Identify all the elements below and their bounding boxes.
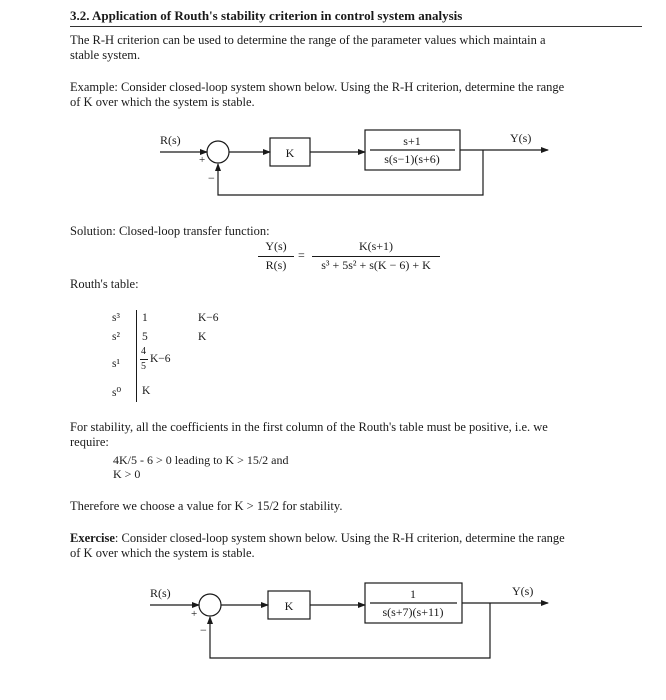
exercise-label: Exercise	[70, 531, 115, 545]
tf-rhs-numerator: K(s+1)	[358, 239, 394, 253]
input-label: R(s)	[160, 133, 181, 147]
example-line-2: of K over which the system is stable.	[70, 95, 255, 109]
section-heading: 3.2. Application of Routh's stability criterion in control system analysis	[70, 8, 463, 23]
plus-sign: +	[199, 154, 206, 166]
tf-lhs-numerator: Y(s)	[265, 239, 287, 253]
ex-plant-numerator: 1	[410, 587, 416, 601]
intro-line-1: The R-H criterion can be used to determine the range of the parameter values which maintain a	[70, 33, 546, 47]
example-line-1: Example: Consider closed-loop system shown below. Using the R-H criterion, determine the range	[70, 80, 565, 94]
routh-power-s2: s²	[112, 331, 120, 343]
solution-label: Solution: Closed-loop transfer function:	[70, 224, 270, 238]
routh-s3-col1: 1	[142, 312, 148, 324]
ex-plus-sign: +	[191, 608, 198, 620]
routh-s2-col1: 5	[142, 331, 148, 343]
output-label: Y(s)	[510, 131, 532, 145]
condition-2: K > 0	[113, 467, 141, 481]
minus-sign: −	[208, 171, 215, 185]
ex-feedback-path	[210, 603, 490, 658]
exercise-line-1-rest: : Consider closed-loop system shown below. Using the R-H criterion, determine the range	[114, 531, 565, 545]
routh-s1-col1-rest: K−6	[150, 353, 171, 365]
routh-label: Routh's table:	[70, 277, 139, 291]
plant-numerator: s+1	[403, 134, 421, 148]
routh-s3-col2: K−6	[198, 312, 219, 324]
routh-s1-fraction-numerator: 4	[141, 346, 146, 357]
stability-line-2: require:	[70, 435, 109, 449]
ex-output-label: Y(s)	[512, 584, 534, 598]
tf-lhs-denominator: R(s)	[265, 258, 287, 272]
ex-summing-junction	[199, 594, 221, 616]
routh-power-s1: s¹	[112, 358, 120, 370]
ex-gain-label: K	[284, 599, 294, 613]
ex-plant-denominator: s(s+7)(s+11)	[382, 605, 444, 619]
routh-s2-col2: K	[198, 331, 207, 343]
ex-minus-sign: −	[200, 623, 207, 637]
ex-input-label: R(s)	[150, 586, 171, 600]
plant-denominator: s(s−1)(s+6)	[384, 152, 440, 166]
stability-line-1: For stability, all the coefficients in the first column of the Routh's table must be positive, i.e. we	[70, 420, 548, 434]
routh-power-s3: s³	[112, 312, 120, 324]
conclusion: Therefore we choose a value for K > 15/2 for stability.	[70, 499, 343, 513]
tf-equals: =	[298, 248, 305, 262]
exercise-line-2: of K over which the system is stable.	[70, 546, 255, 560]
routh-s0-col1: K	[142, 385, 151, 397]
gain-label: K	[285, 146, 295, 160]
condition-1: 4K/5 - 6 > 0 leading to K > 15/2 and	[113, 453, 289, 467]
intro-line-2: stable system.	[70, 48, 141, 62]
routh-s1-fraction-denominator: 5	[141, 361, 146, 372]
routh-power-s0: s⁰	[112, 387, 122, 399]
tf-rhs-denominator: s³ + 5s² + s(K − 6) + K	[321, 258, 431, 272]
